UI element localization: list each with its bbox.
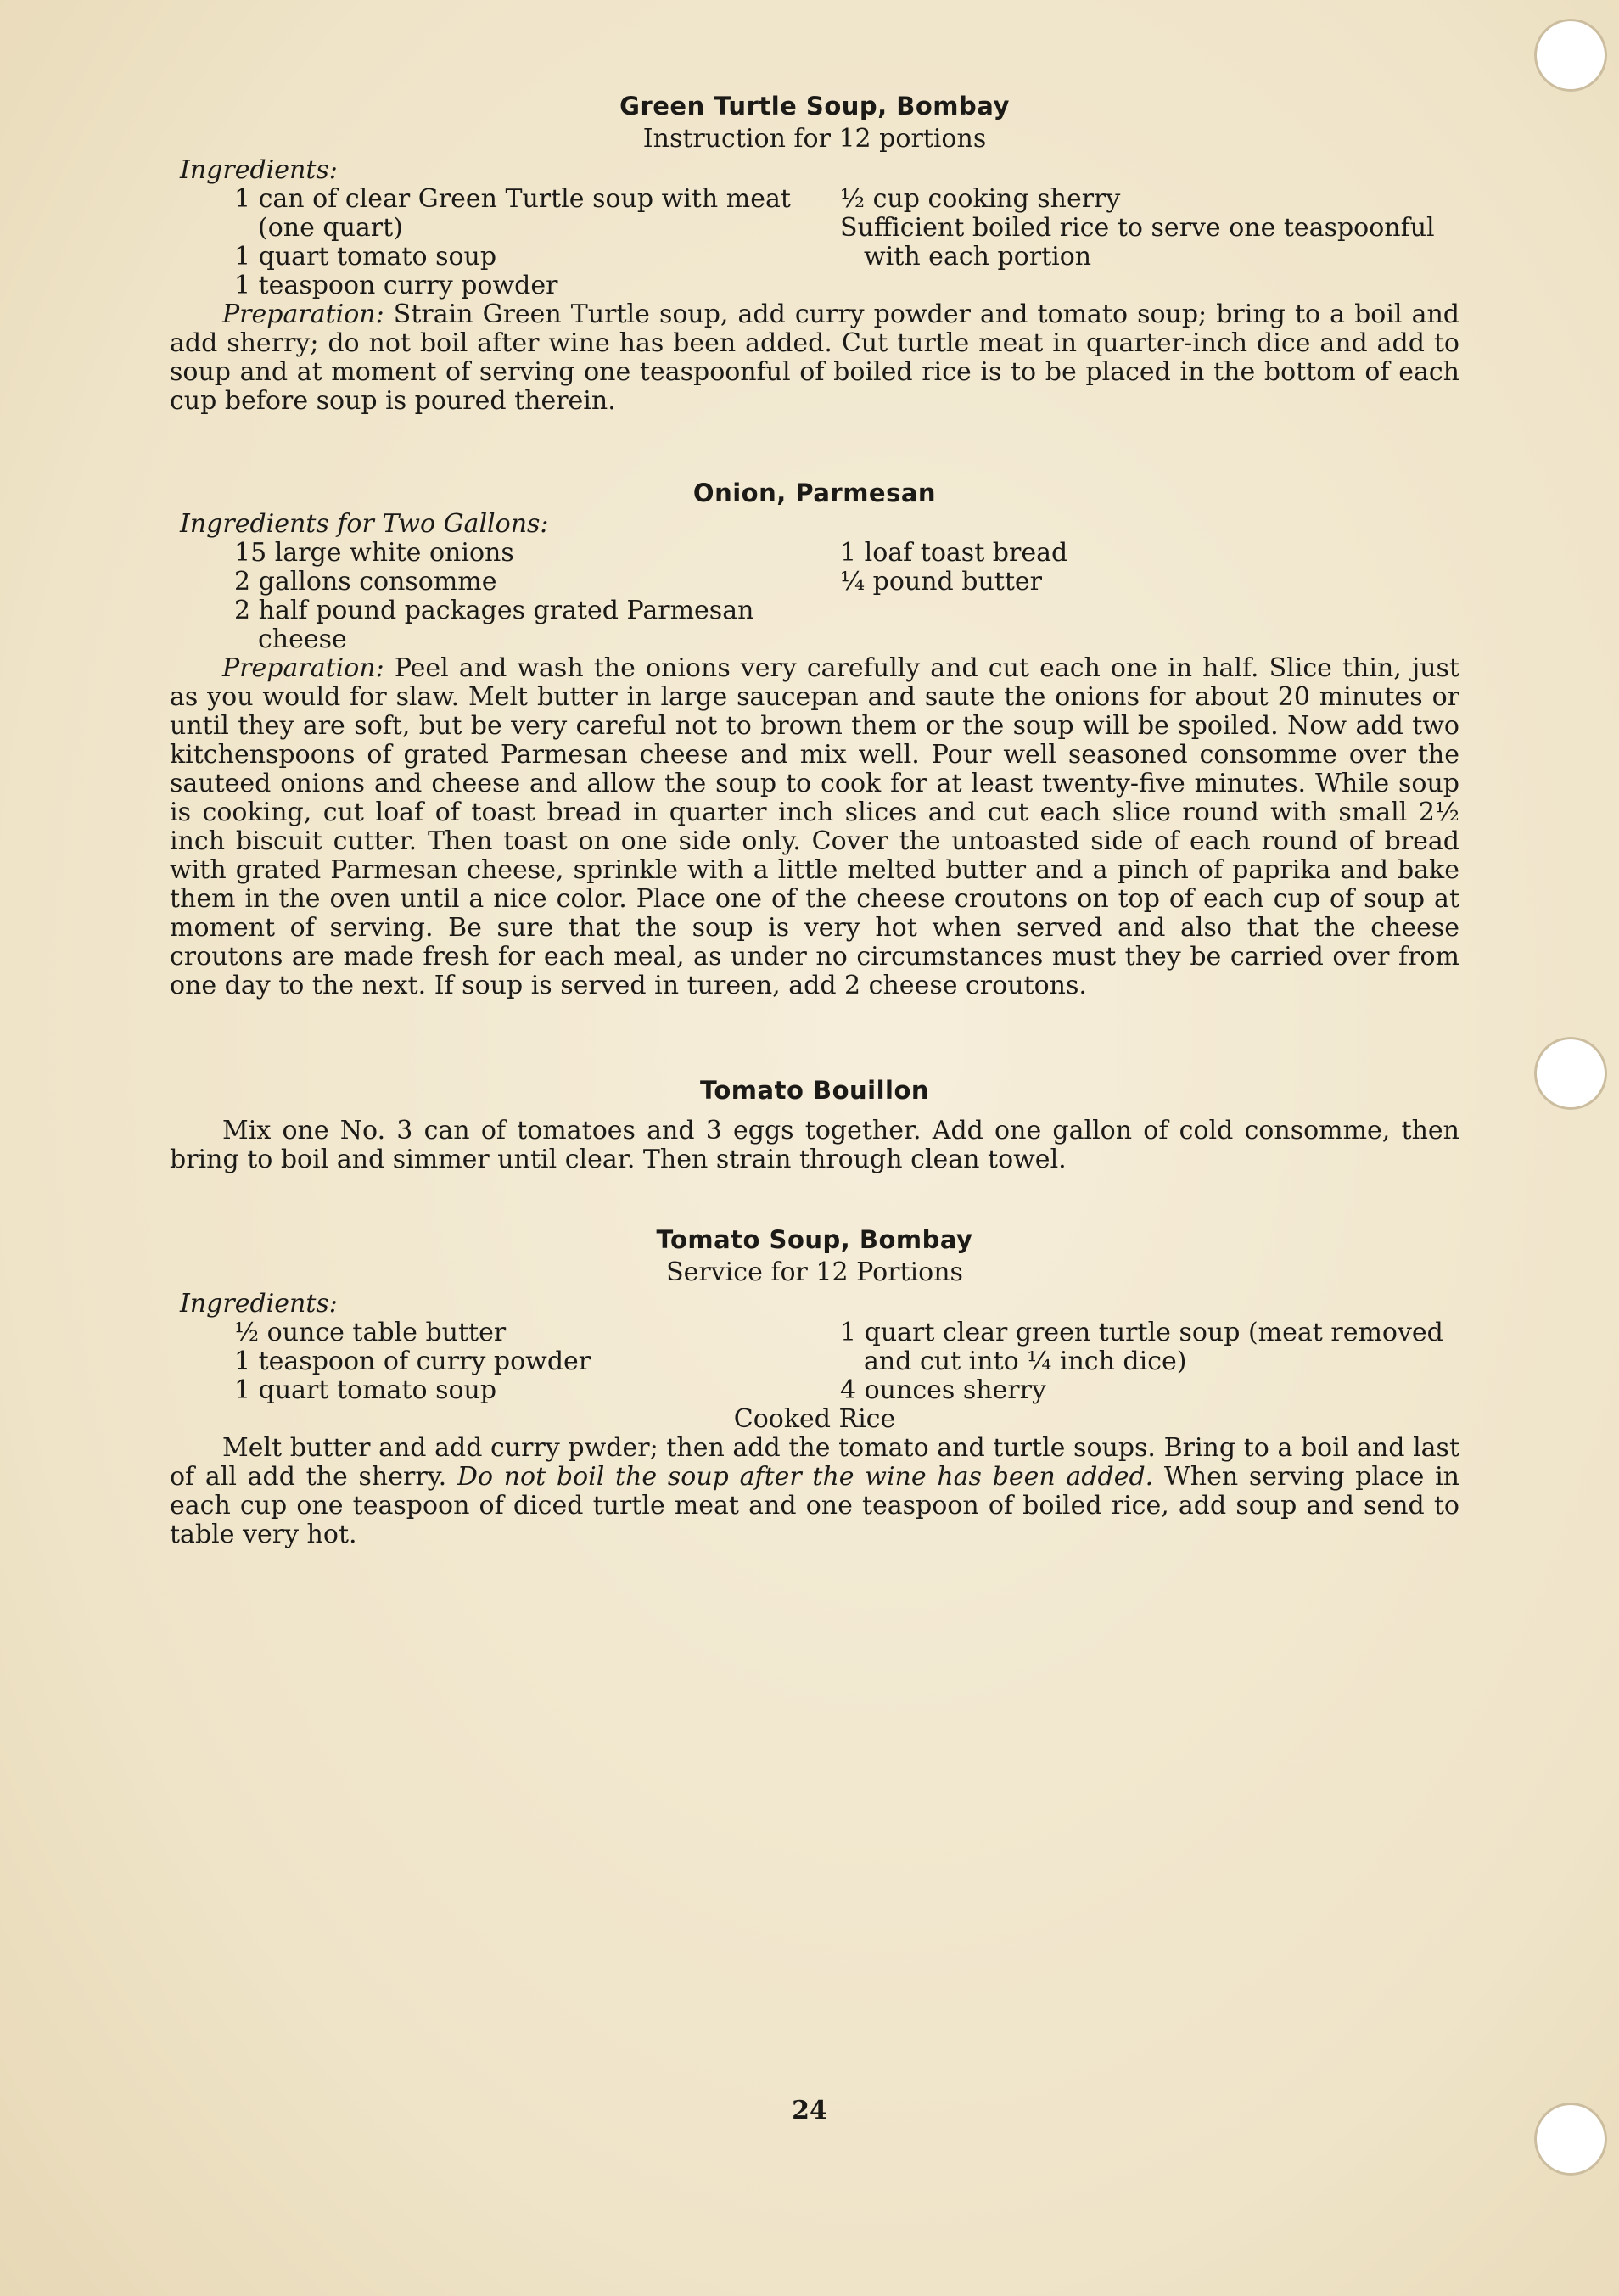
ingredient-item: 2 gallons consomme: [234, 567, 497, 596]
ingredient-item: 2 half pound packages grated Parmesan cheese: [234, 596, 754, 654]
recipe-onion-parmesan: [170, 479, 1459, 1000]
recipe-tomato-soup-bombay: [170, 1225, 1459, 1549]
page-number: 24: [792, 2096, 827, 2125]
ingredient-item: 1 teaspoon of curry powder: [234, 1347, 591, 1376]
ingredient-item: 4 ounces sherry: [840, 1375, 1046, 1405]
recipe-text-part: When serving place in each cup one teaspoon of diced turtle meat and one teaspoon of boiled rice, add soup and send to table very hot.: [170, 1462, 1460, 1549]
recipe-subtitle: Service for 12 Portions: [666, 1257, 963, 1287]
recipe-subtitle: Instruction for 12 portions: [642, 124, 987, 154]
recipe-text: Mix one No. 3 can of tomatoes and 3 eggs together. Add one gallon of cold consomme, then bring to boil and simmer until clear. Then strain through clean towel.: [170, 1116, 1459, 1174]
preparation-text: [170, 654, 1459, 1000]
preparation-label: Preparation:: [222, 300, 384, 329]
recipe-title: Tomato Soup, Bombay: [656, 1225, 973, 1254]
binder-hole-middle: [1534, 1037, 1607, 1110]
binder-hole-top: [1534, 19, 1607, 92]
recipe-title: Onion, Parmesan: [692, 479, 937, 507]
recipe-text-part: Melt butter and add curry pwder; then add the tomato and turtle soups. Bring to a boil and last of all add the sherry.: [170, 1433, 1459, 1492]
recipe-text-emphasis: Do not boil the soup after the wine has been added.: [457, 1462, 1154, 1492]
ingredients-heading: Ingredients for Two Gallons:: [180, 509, 549, 539]
ingredient-item: 1 quart tomato soup: [234, 1375, 497, 1405]
ingredients-heading: Ingredients:: [180, 155, 338, 185]
ingredients-list: [170, 1319, 1459, 1405]
preparation-body: Strain Green Turtle soup, add curry powder and tomato soup; bring to a boil and add sherry; do not boil after wine has been added. Cut turtle meat in quarter-inch dice and add to soup and at moment of serving one teaspoonful of boiled rice is to be placed in the bottom of each cup before soup is poured therein.: [170, 300, 1459, 416]
recipe-title: Green Turtle Soup, Bombay: [619, 92, 1010, 120]
ingredient-item: 1 loaf toast bread: [840, 538, 1068, 568]
preparation-text: [170, 300, 1459, 416]
ingredient-item: Sufficient boiled rice to serve one teaspoonful with each portion: [840, 213, 1435, 272]
ingredients-heading: Ingredients:: [180, 1289, 338, 1319]
ingredients-list: [170, 539, 1459, 654]
preparation-label: Preparation:: [222, 653, 384, 683]
preparation-body: Peel and wash the onions very carefully and cut each one in half. Slice thin, just as you would for slaw. Melt butter in large saucepan and saute the onions for about 20 minutes or until they are soft, but be very careful not to brown them or the soup will be spoiled. Now add two kitchenspoons of grated Parmesan cheese and mix well. Pour well seasoned consomme over the sauteed onions and cheese and allow the soup to cook for at least twenty-five minutes. While soup is cooking, cut loaf of toast bread in quarter inch slices and cut each slice round with small 2½ inch biscuit cutter. Then toast on one side only. Cover the untoasted side of each round of bread with grated Parmesan cheese, sprinkle with a little melted butter and a pinch of paprika and bake them in the oven until a nice color. Place one of the cheese croutons on top of each cup of soup at moment of serving. Be sure that the soup is very hot when served and also that the cheese croutons are made fresh for each meal, as under no circumstances must they be carried over from one day to the next. If soup is served in tureen, add 2 cheese croutons.: [170, 653, 1459, 1000]
ingredient-item: 1 can of clear Green Turtle soup with meat (one quart): [234, 184, 791, 243]
ingredient-item: ½ cup cooking sherry: [840, 184, 1121, 214]
ingredient-item-centered: Cooked Rice: [733, 1404, 896, 1434]
recipe-tomato-bouillon: [170, 1076, 1459, 1174]
recipe-text: [170, 1434, 1459, 1549]
ingredient-item: 15 large white onions: [234, 538, 514, 568]
recipe-title: Tomato Bouillon: [699, 1076, 930, 1105]
ingredient-item: 1 teaspoon curry powder: [234, 271, 558, 300]
ingredients-list: [170, 185, 1459, 300]
ingredient-item: 1 quart tomato soup: [234, 242, 497, 272]
recipe-green-turtle-soup: [170, 92, 1459, 416]
ingredient-item: ½ ounce table butter: [234, 1318, 507, 1347]
ingredient-item: 1 quart clear green turtle soup (meat removed and cut into ¼ inch dice): [840, 1318, 1443, 1376]
ingredient-item: ¼ pound butter: [840, 567, 1042, 596]
